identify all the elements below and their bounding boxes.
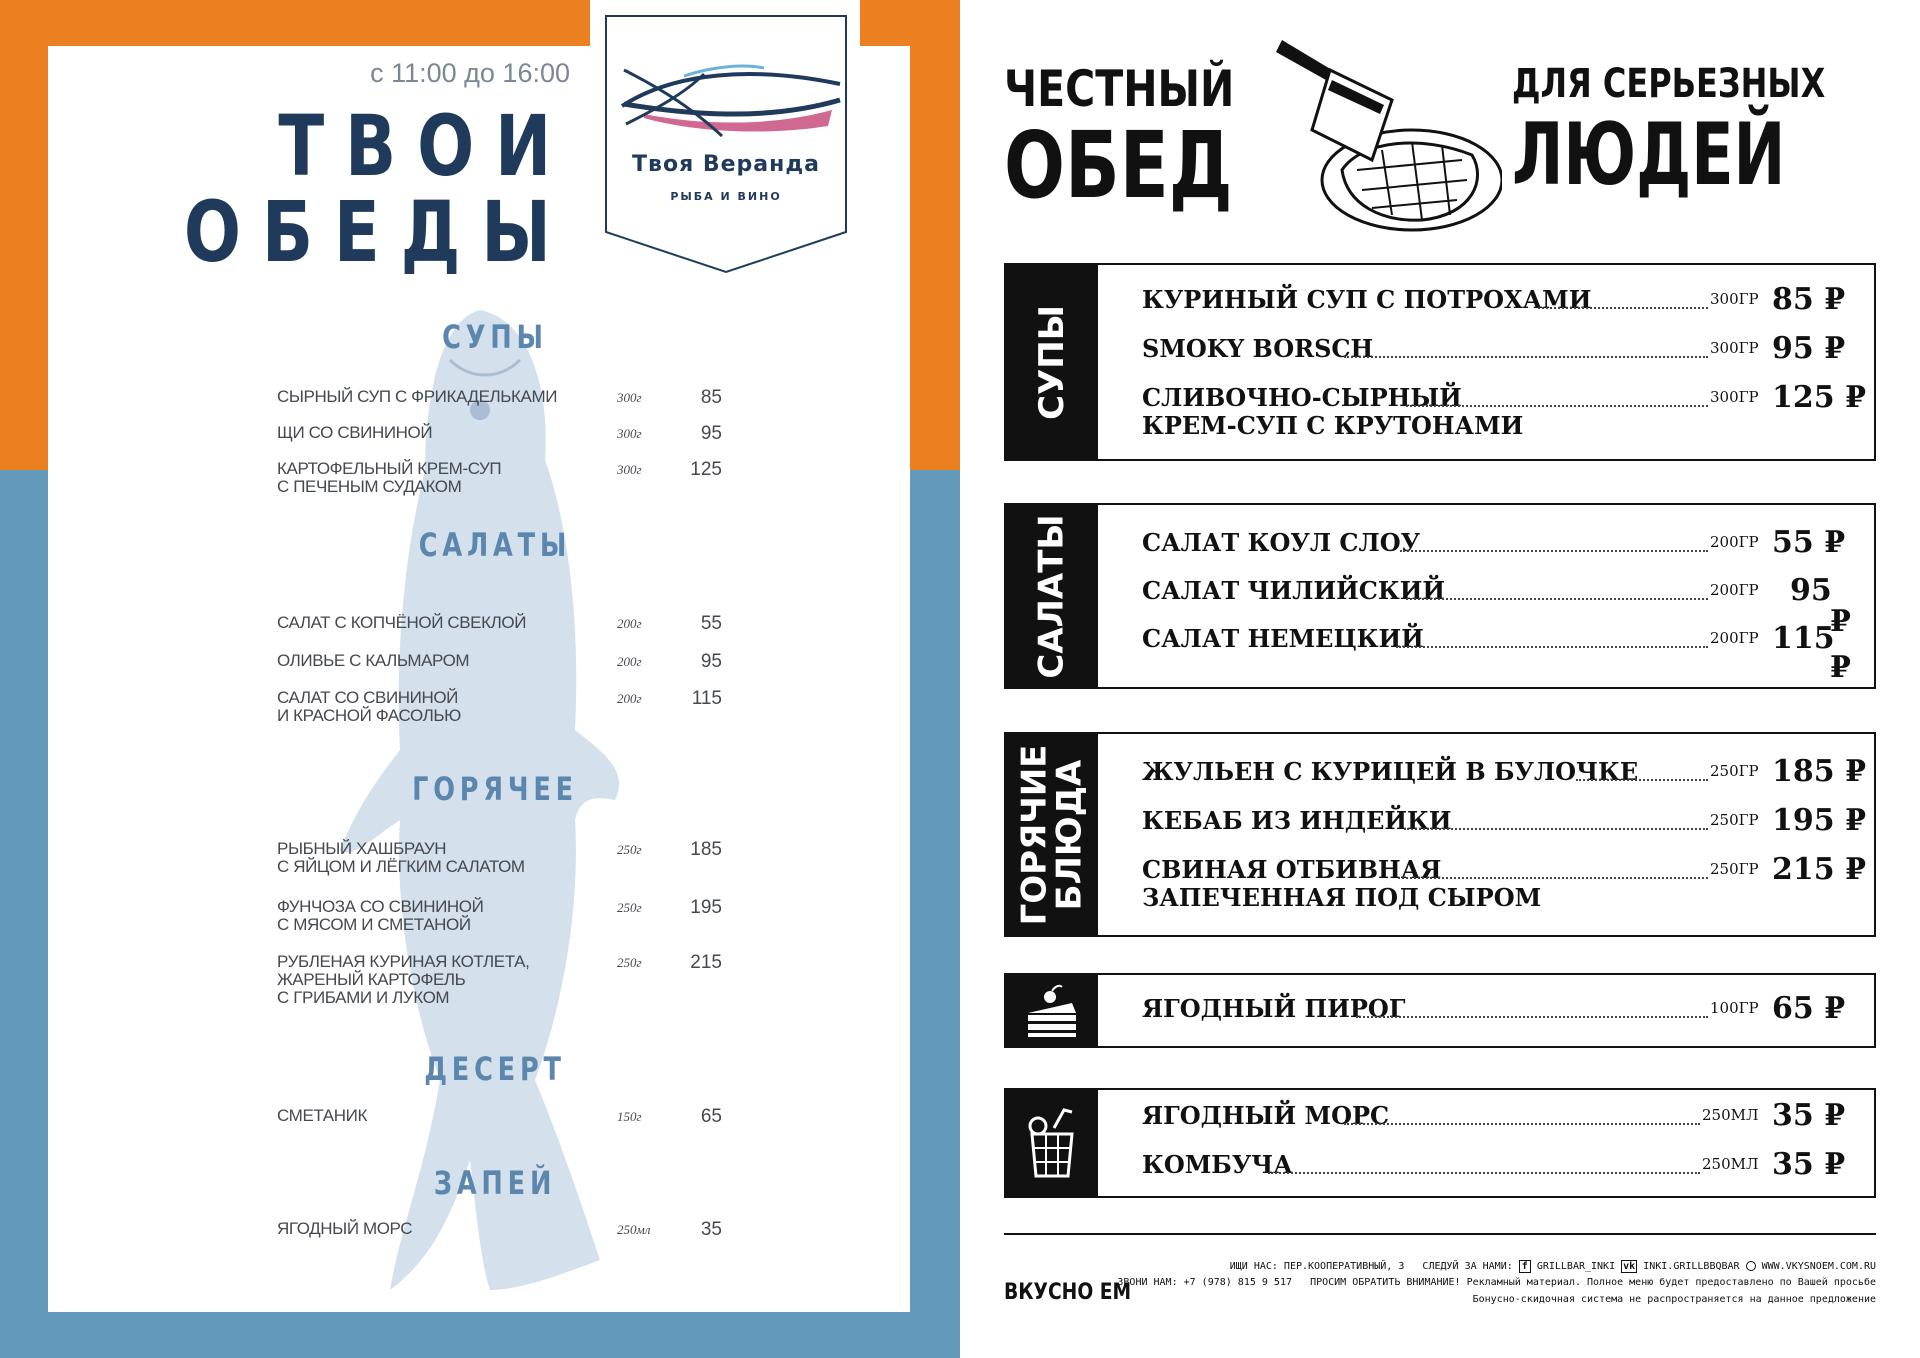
dot-leader <box>1356 1016 1708 1018</box>
dot-leader <box>1400 550 1708 552</box>
section-title-soups: СУПЫ <box>1031 304 1072 420</box>
item-price: 195 ₽ <box>1772 803 1866 838</box>
section-label-bar <box>1006 1090 1098 1196</box>
item-price: 35 <box>700 1219 722 1240</box>
item-name: КОМБУЧА <box>1142 1150 1293 1179</box>
menu-item <box>1142 803 1866 846</box>
item-price: 185 ₽ <box>1772 754 1866 789</box>
footer-bonus-note: Бонусно-скидочная система не распространяется на данное предложение <box>1472 1294 1876 1305</box>
item-weight: 250ГР <box>1710 860 1759 878</box>
section-label-bar <box>1006 505 1098 687</box>
menu-item <box>277 897 722 938</box>
dot-leader <box>1344 356 1708 358</box>
vk-handle[interactable]: INKI.GRILLBBQBAR <box>1643 1261 1740 1272</box>
item-name-line2: ЗАПЕЧЕННАЯ ПОД СЫРОМ <box>1142 883 1542 912</box>
item-name: РЫБНЫЙ ХАШБРАУН С ЯЙЦОМ И ЛЁГКИМ САЛАТОМ <box>277 839 525 876</box>
item-weight: 200ГР <box>1710 581 1759 599</box>
vk-icon: vk <box>1623 1261 1636 1272</box>
item-price: 185 <box>690 839 722 860</box>
item-weight: 250МЛ <box>1702 1155 1759 1173</box>
menu-item <box>1142 525 1862 568</box>
header-word-chestny: ЧЕСТНЫЙ <box>1004 60 1235 118</box>
footer-divider <box>1004 1233 1876 1235</box>
address-text: ИЩИ НАС: ПЕР.КООПЕРАТИВНЫЙ, 3 <box>1229 1261 1405 1272</box>
web-icon <box>1746 1261 1756 1271</box>
website-link[interactable]: WWW.VKYSNOEM.COM.RU <box>1761 1261 1876 1272</box>
section-title-hot-dishes <box>1014 744 1090 925</box>
item-name: САЛАТ НЕМЕЦКИЙ <box>1142 624 1424 653</box>
item-price: 85 ₽ <box>1772 282 1846 317</box>
item-weight: 300г <box>617 462 642 477</box>
item-price: 65 ₽ <box>1772 991 1846 1026</box>
page-title-line1: ТВОИ <box>278 97 572 195</box>
item-name: РУБЛЕНАЯ КУРИНАЯ КОТЛЕТА, ЖАРЕНЫЙ КАРТОФЕЛЬ С ГРИБАМИ И ЛУКОМ <box>277 952 530 1007</box>
item-name: СЛИВОЧНО-СЫРНЫЙ <box>1142 383 1462 412</box>
item-weight: 250ГР <box>1710 811 1759 829</box>
section-label-bar <box>1006 734 1098 935</box>
cleaver-steak-icon <box>1272 30 1502 245</box>
menu-item <box>1142 1147 1862 1190</box>
item-price: 85 <box>700 387 722 408</box>
item-name: КЕБАБ ИЗ ИНДЕЙКИ <box>1142 806 1452 835</box>
header-word-obed: ОБЕД <box>1004 112 1233 219</box>
item-price: 125 ₽ <box>1772 380 1866 415</box>
item-name: ЩИ СО СВИНИНОЙ <box>277 423 433 442</box>
header-word-dlya-sereznyh: ДЛЯ СЕРЬЕЗНЫХ <box>1512 61 1826 107</box>
section-label-bar <box>1006 975 1098 1046</box>
item-weight: 200г <box>617 616 642 631</box>
footer-contacts-line <box>1230 1260 1876 1273</box>
facebook-icon: f <box>1519 1260 1531 1273</box>
follow-label: СЛЕДУЙ ЗА НАМИ: <box>1422 1261 1513 1272</box>
item-name: ЯГОДНЫЙ МОРС <box>277 1219 413 1238</box>
menu-item <box>277 1219 722 1260</box>
menu-item <box>1142 380 1866 443</box>
item-weight: 300г <box>617 426 642 441</box>
menu-item <box>277 1106 722 1147</box>
menu-item <box>277 839 722 880</box>
menu-item <box>277 651 722 692</box>
section-title-line2: БЛЮДА <box>1049 759 1090 910</box>
opening-hours: с 11:00 до 16:00 <box>370 58 570 88</box>
dot-leader <box>1344 1123 1700 1125</box>
dot-leader <box>1576 779 1708 781</box>
brand-logo: ВКУСНО ЕМ <box>1004 1280 1132 1305</box>
dot-leader <box>1268 1172 1700 1174</box>
menu-item <box>1142 282 1862 325</box>
item-name: КАРТОФЕЛЬНЫЙ КРЕМ-СУП С ПЕЧЕНЫМ СУДАКОМ <box>277 459 502 496</box>
page-title-line2: ОБЕДЫ <box>184 183 572 281</box>
item-name: СМЕТАНИК <box>277 1106 367 1125</box>
section-title-line1: ГОРЯЧИЕ <box>1014 744 1055 925</box>
item-name: ЖУЛЬЕН С КУРИЦЕЙ В БУЛОЧКЕ <box>1142 757 1639 786</box>
item-price: 35 ₽ <box>1772 1147 1846 1182</box>
item-price: 35 ₽ <box>1772 1098 1846 1133</box>
item-price: 95 <box>700 423 722 444</box>
drink-icon <box>1024 1108 1080 1178</box>
dot-leader <box>1538 307 1708 309</box>
dot-leader <box>1406 598 1708 600</box>
logo-shield <box>604 14 848 274</box>
menu-item <box>277 952 722 1013</box>
menu-item <box>1142 1098 1862 1141</box>
ruble-symbol: ₽ <box>1830 604 1851 639</box>
menu-item <box>1142 991 1862 1034</box>
item-price: 55 <box>700 613 722 634</box>
item-price: 65 <box>700 1106 722 1127</box>
item-price: 215 ₽ <box>1772 852 1866 887</box>
section-title-drinks: ЗАПЕЙ <box>433 1164 557 1202</box>
item-price: 115 <box>691 688 722 709</box>
item-weight: 250МЛ <box>1702 1106 1759 1124</box>
item-weight: 250мл <box>617 1222 651 1237</box>
item-weight: 200г <box>617 654 642 669</box>
notice-text: ПРОСИМ ОБРАТИТЬ ВНИМАНИЕ! Рекламный материал. Полное меню будет предоставлено по Вашей просьбе <box>1310 1277 1876 1288</box>
dot-leader <box>1396 646 1708 648</box>
item-name: САЛАТ КОУЛ СЛОУ <box>1142 528 1421 557</box>
section-title-hot: ГОРЯЧЕЕ <box>412 770 578 808</box>
section-title-soups: СУПЫ <box>442 318 548 356</box>
item-price: 55 ₽ <box>1772 525 1846 560</box>
item-weight: 300ГР <box>1710 290 1759 308</box>
item-name-line2: КРЕМ-СУП С КРУТОНАМИ <box>1142 411 1524 440</box>
item-weight: 150г <box>617 1109 642 1124</box>
item-name: САЛАТ ЧИЛИЙСКИЙ <box>1142 576 1446 605</box>
dot-leader <box>1404 828 1708 830</box>
item-price: 95 ₽ <box>1772 331 1846 366</box>
item-name: SMOKY BORSCH <box>1142 334 1374 363</box>
logo-name: Твоя Веранда <box>632 152 820 177</box>
item-weight: 250ГР <box>1710 762 1759 780</box>
item-name: СЫРНЫЙ СУП С ФРИКАДЕЛЬКАМИ <box>277 387 558 406</box>
menu-item <box>277 613 722 654</box>
item-name: САЛАТ СО СВИНИНОЙ И КРАСНОЙ ФАСОЛЬЮ <box>277 688 461 725</box>
menu-item <box>1142 621 1862 664</box>
header-word-lyudey: ЛЮДЕЙ <box>1512 105 1786 205</box>
item-weight: 300ГР <box>1710 339 1759 357</box>
item-name: ЯГОДНЫЙ МОРС <box>1142 1101 1390 1130</box>
item-weight: 200г <box>617 691 642 706</box>
section-title-salads: САЛАТЫ <box>418 526 572 564</box>
item-weight: 200ГР <box>1710 629 1759 647</box>
phone-text: ЗВОНИ НАМ: +7 (978) 815 9 517 <box>1117 1277 1292 1288</box>
item-weight: 100ГР <box>1710 999 1759 1017</box>
item-weight: 250г <box>617 842 642 857</box>
menu-item <box>277 423 722 464</box>
item-name: КУРИНЫЙ СУП С ПОТРОХАМИ <box>1142 285 1592 314</box>
facebook-handle[interactable]: GRILLBAR_INKI <box>1536 1261 1616 1272</box>
section-label-bar <box>1006 265 1098 459</box>
item-price: 115 <box>1772 621 1835 656</box>
item-name: ЯГОДНЫЙ ПИРОГ <box>1142 994 1406 1023</box>
item-name: СВИНАЯ ОТБИВНАЯ <box>1142 855 1442 884</box>
item-name: ФУНЧОЗА СО СВИНИНОЙ С МЯСОМ И СМЕТАНОЙ <box>277 897 484 934</box>
footer-phone-line <box>1117 1277 1876 1288</box>
dot-leader <box>1406 405 1708 407</box>
logo-tagline: РЫБА И ВИНО <box>670 190 782 203</box>
dot-leader <box>1398 877 1708 879</box>
item-weight: 250г <box>617 955 642 970</box>
menu-item <box>1142 754 1866 797</box>
item-price: 195 <box>690 897 722 918</box>
item-price: 125 <box>690 459 722 480</box>
item-name: САЛАТ С КОПЧЁНОЙ СВЕКЛОЙ <box>277 613 527 632</box>
cake-icon <box>1022 983 1082 1039</box>
menu-item <box>277 688 722 729</box>
ruble-symbol: ₽ <box>1830 650 1851 685</box>
menu-item <box>1142 331 1862 374</box>
menu-item <box>1142 573 1862 616</box>
menu-item <box>277 459 722 500</box>
item-price: 215 <box>690 952 722 973</box>
item-price: 95 <box>1790 573 1832 608</box>
item-price: 95 <box>700 651 722 672</box>
menu-item <box>277 387 722 428</box>
section-title-dessert: ДЕСЕРТ <box>424 1050 566 1088</box>
item-name: ОЛИВЬЕ С КАЛЬМАРОМ <box>277 651 470 670</box>
section-title-salads: САЛАТЫ <box>1031 513 1072 679</box>
item-weight: 300ГР <box>1710 388 1759 406</box>
item-weight: 300г <box>617 390 642 405</box>
item-weight: 250г <box>617 900 642 915</box>
menu-item <box>1142 852 1866 915</box>
item-weight: 200ГР <box>1710 533 1759 551</box>
